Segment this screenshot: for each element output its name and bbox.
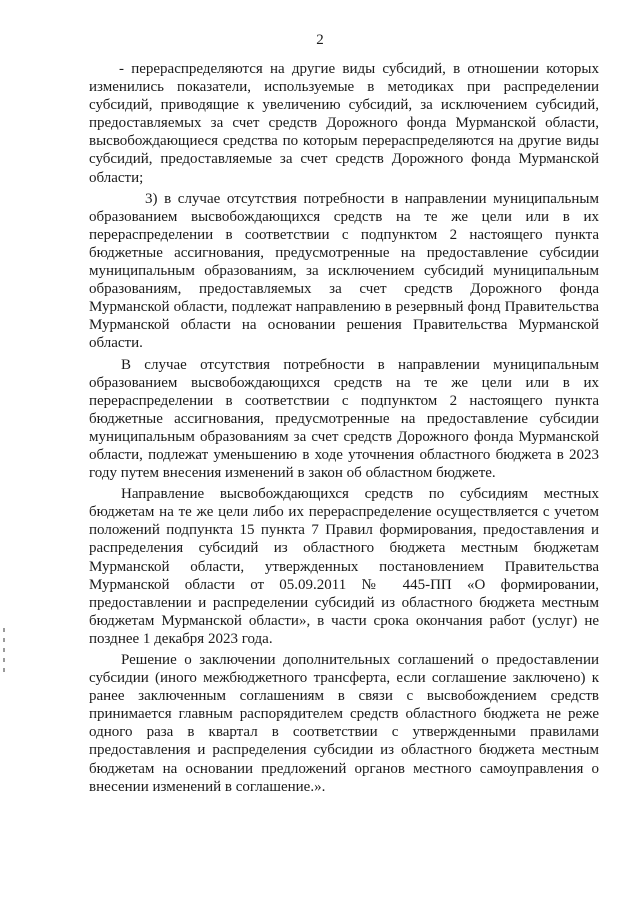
paragraph-subitem-3: 3) в случае отсутствия потребности в направлении муниципальным образованием высвобождающихся средств на те же цели или в их перераспределении в соответствии с подпунктом 2 настоящего пункта бюджетные ассигнования, предусмотренные на предоставление субсидии муниципальным образованиям, за исключением субсидий муниципальным образованиям, предоставляемых за счет средств Дорожного фонда Мурманской области, подлежат направлению в резервный фонд Правительства Мурманской области на основании решения Правительства Мурманской области. xyxy=(89,190,599,352)
paragraph-redistribution-item: - перераспределяются на другие виды субсидий, в отношении которых изменились показатели, используемые в методиках при распределении субсидий, приводящие к увеличению субсидий, за исключением субсидий, предоставляемых за счет средств Дорожного фонда Мурманской области, высвобождающиеся средства по которым перераспределяются на другие виды субсидий, предоставляемые за счет средств Дорожного фонда Мурманской области; xyxy=(89,61,599,186)
paragraph-funds-direction: Направление высвобождающихся средств по субсидиям местных бюджетам на те же цели либо их перераспределение осуществляется с учетом положений подпункта 15 пункта 7 Правил формирования, предоставления и распределения субсидий из областного бюджета местным бюджетам Мурманской области, утвержденных постановлением Правительства Мурманской области от 05.09.2011 № 445-ПП «О формировании, предоставлении и распределении субсидий из областного бюджета местным бюджетам Мурманской области», в части срока окончания работ (услуг) не позднее 1 декабря 2023 года. xyxy=(89,486,599,647)
paragraph-road-fund-reduction: В случае отсутствия потребности в направлении муниципальным образованием высвобождающихся средств на те же цели или в их перераспределении в соответствии с подпунктом 2 настоящего пункта бюджетные ассигнования, предусмотренные на предоставление субсидии муниципальным образованиям за счет средств Дорожного фонда Мурманской области, подлежат уменьшению в ходе уточнения областного бюджета в 2023 году путем внесения изменений в закон об областном бюджете. xyxy=(89,356,599,482)
document-body xyxy=(89,60,599,799)
paragraph-additional-agreements: Решение о заключении дополнительных соглашений о предоставлении субсидии (иного межбюджетного трансферта, если соглашение заключено) к ранее заключенным соглашениям в связи с высвобождением средств принимается главным распорядителем средств областного бюджета не реже одного раза в квартал в соответствии с утвержденными правилами предоставления и распределения субсидии из областного бюджета местным бюджетам на основании предложений органов местного самоуправления о внесении изменений в соглашение.». xyxy=(89,652,599,795)
scan-margin-mark xyxy=(3,628,5,676)
page-number: 2 xyxy=(316,32,324,48)
